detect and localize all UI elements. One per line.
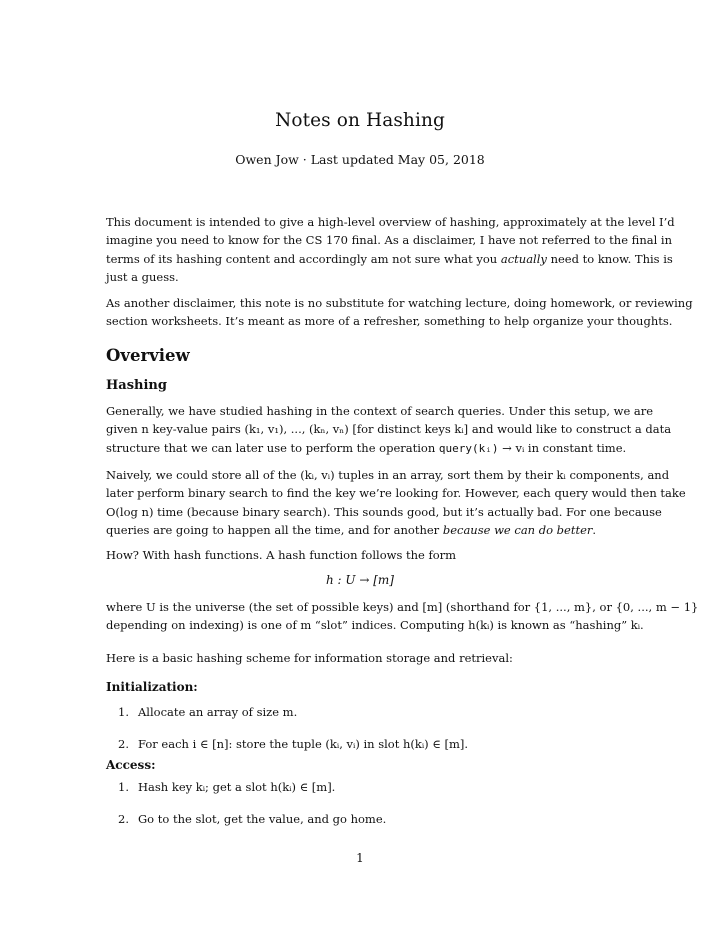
text-line <box>106 439 627 458</box>
paragraph-how <box>106 546 616 564</box>
paragraph-scheme-intro <box>106 649 616 667</box>
list-number: 2. <box>118 737 129 751</box>
initialization-list <box>118 703 468 767</box>
text-line: section worksheets. It’s meant as more of a refresher, something to help organize your thoughts. <box>106 314 673 329</box>
text-fragment: → vᵢ in constant time. <box>498 440 627 455</box>
author-date-line: Owen Jow · Last updated May 05, 2018 <box>235 152 485 167</box>
text-fragment: structure that we can later use to perform the operation <box>106 440 439 455</box>
initialization-label: Initialization: <box>106 680 198 694</box>
list-number: 1. <box>118 705 129 719</box>
text-line: O(log n) time (because binary search). This sounds good, but it’s actually bad. For one because <box>106 504 662 519</box>
list-text: Go to the slot, get the value, and go home. <box>138 812 387 826</box>
paragraph-universe <box>106 598 699 635</box>
list-item <box>118 810 386 828</box>
text-line: depending on indexing) is one of m “slot” indices. Computing h(kᵢ) is known as “hashing” kᵢ. <box>106 618 644 633</box>
text-line: As another disclaimer, this note is no substitute for watching lecture, doing homework, or reviewing <box>106 296 693 310</box>
intro-paragraph-1 <box>106 213 675 287</box>
access-label: Access: <box>106 758 156 772</box>
text-fragment: terms of its hashing content and accordingly am not sure what you <box>106 251 501 266</box>
page-number: 1 <box>356 851 364 865</box>
paragraph-setup <box>106 402 672 458</box>
text-line: How? With hash functions. A hash function follows the form <box>106 548 457 562</box>
list-text: Hash key kᵢ; get a slot h(kᵢ) ∈ [m]. <box>138 780 336 794</box>
text-fragment: . <box>592 523 597 538</box>
text-line <box>106 521 616 539</box>
access-list <box>118 778 386 842</box>
section-heading: Overview <box>106 346 190 365</box>
text-line: imagine you need to know for the CS 170 final. As a disclaimer, I have not referred to the final in <box>106 233 673 248</box>
subsection-heading: Hashing <box>106 378 167 393</box>
hash-function-equation: h : U → [m] <box>326 573 394 587</box>
code-snippet: query(kᵢ) <box>438 441 499 455</box>
intro-paragraph-2 <box>106 294 693 331</box>
text-line <box>106 250 673 268</box>
list-number: 1. <box>118 780 129 794</box>
text-line: given n key-value pairs (k₁, v₁), ..., (kₙ, vₙ) [for distinct keys kᵢ] and would like to construct a data <box>106 422 672 437</box>
paragraph-naive <box>106 466 686 540</box>
list-item <box>118 735 468 753</box>
list-item <box>118 778 386 796</box>
emphasis-text: because we can do better <box>442 523 593 538</box>
text-line: Naively, we could store all of the (kᵢ, vᵢ) tuples in an array, sort them by their kᵢ components, and <box>106 468 670 482</box>
emphasis-text: actually <box>500 251 547 266</box>
list-number: 2. <box>118 812 129 826</box>
list-item <box>118 703 468 721</box>
list-text: For each i ∈ [n]: store the tuple (kᵢ, vᵢ) in slot h(kᵢ) ∈ [m]. <box>138 737 468 751</box>
text-fragment: queries are going to happen all the time, and for another <box>106 523 443 538</box>
text-line: just a guess. <box>106 270 179 285</box>
text-fragment: need to know. This is <box>546 251 673 266</box>
text-line: Here is a basic hashing scheme for information storage and retrieval: <box>106 651 513 665</box>
list-text: Allocate an array of size m. <box>138 705 298 719</box>
document-title: Notes on Hashing <box>275 110 445 131</box>
text-line: later perform binary search to find the key we’re looking for. However, each query would then take <box>106 486 686 501</box>
text-line: This document is intended to give a high-level overview of hashing, approximately at the level I’d <box>106 215 675 229</box>
text-line: where U is the universe (the set of possible keys) and [m] (shorthand for {1, ..., m}, or {0, ..., m − 1} <box>106 600 699 614</box>
text-line: Generally, we have studied hashing in the context of search queries. Under this setup, we are <box>106 404 654 418</box>
